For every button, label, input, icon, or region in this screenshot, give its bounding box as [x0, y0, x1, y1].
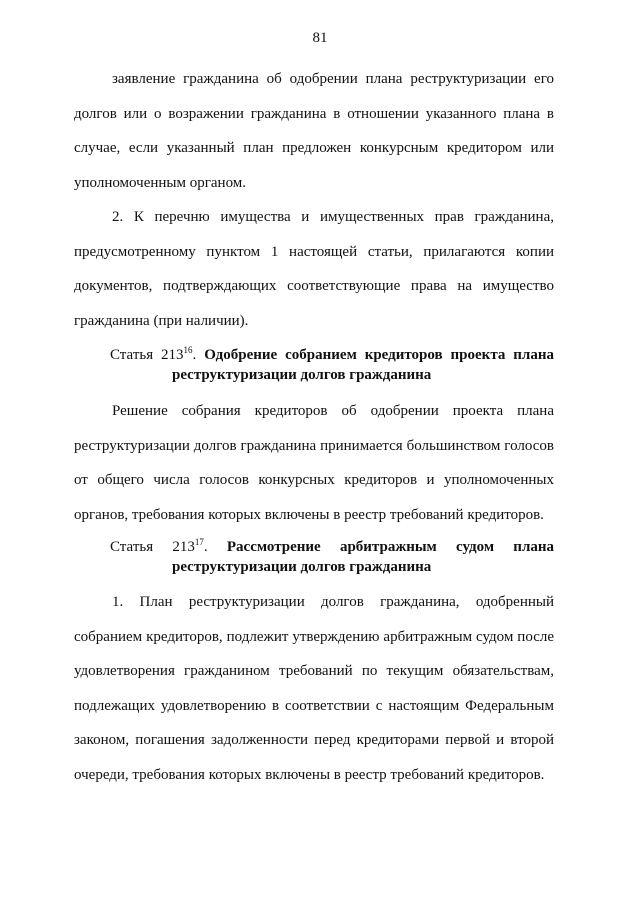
paragraph-line: реструктуризации долгов гражданина принимается большинством голосов: [74, 437, 554, 454]
paragraph-2: [74, 200, 554, 338]
paragraph-line: 2. К перечню имущества и имущественных прав гражданина,: [112, 209, 554, 225]
paragraph-line: собранием кредиторов, подлежит утверждению арбитражным судом после: [74, 628, 554, 645]
article-16-heading: [110, 345, 554, 385]
paragraph-line: 1. План реструктуризации долгов гражданина, одобренный: [112, 594, 554, 610]
paragraph-line: предусмотренному пунктом 1 настоящей статьи, прилагаются копии: [74, 243, 554, 260]
paragraph-line: очереди, требования которых включены в реестр требований кредиторов.: [74, 766, 545, 783]
page-number: 81: [312, 30, 328, 46]
article-title-line-1: Рассмотрение арбитражным судом плана: [226, 539, 555, 555]
paragraph-line: заявление гражданина об одобрении плана реструктуризации его: [112, 71, 554, 87]
article-number-superscript: 17: [194, 537, 204, 547]
paragraph-line: случае, если указанный план предложен конкурсным кредитором или: [74, 140, 554, 156]
paragraph-3: [74, 394, 554, 532]
paragraph-line: законом, погашения задолженности перед кредиторами первой и второй: [74, 732, 554, 748]
paragraph-line: от общего числа голосов конкурсных кредиторов и уполномоченных: [74, 472, 554, 488]
paragraph-line: удовлетворения гражданином требований по текущим обязательствам,: [74, 663, 554, 679]
article-17-heading: [110, 537, 554, 577]
paragraph-4: [74, 585, 554, 792]
article-number-superscript: 16: [183, 345, 193, 355]
paragraph-line: долгов или о возражении гражданина в отношении указанного плана в: [74, 105, 554, 122]
paragraph-line: Решение собрания кредиторов об одобрении проекта плана: [112, 403, 554, 419]
paragraph-line: документов, подтверждающих соответствующие права на имущество: [74, 278, 554, 294]
paragraph-line: подлежащих удовлетворению в соответствии с настоящим Федеральным: [74, 697, 554, 714]
paragraph-line: уполномоченным органом.: [74, 174, 247, 191]
paragraph-line: гражданина (при наличии).: [74, 312, 249, 329]
article-label: Статья $213^{17}$.: [110, 537, 208, 555]
article-title-line-2: реструктуризации долгов гражданина: [172, 559, 432, 575]
paragraph-line: органов, требования которых включены в реестр требований кредиторов.: [74, 506, 544, 523]
paragraph-1: [74, 62, 554, 200]
article-title-line-1: Одобрение собранием кредиторов проекта плана: [204, 347, 554, 363]
article-label: Статья $213^{16}$.: [110, 345, 197, 363]
article-title-line-2: реструктуризации долгов гражданина: [172, 367, 432, 383]
